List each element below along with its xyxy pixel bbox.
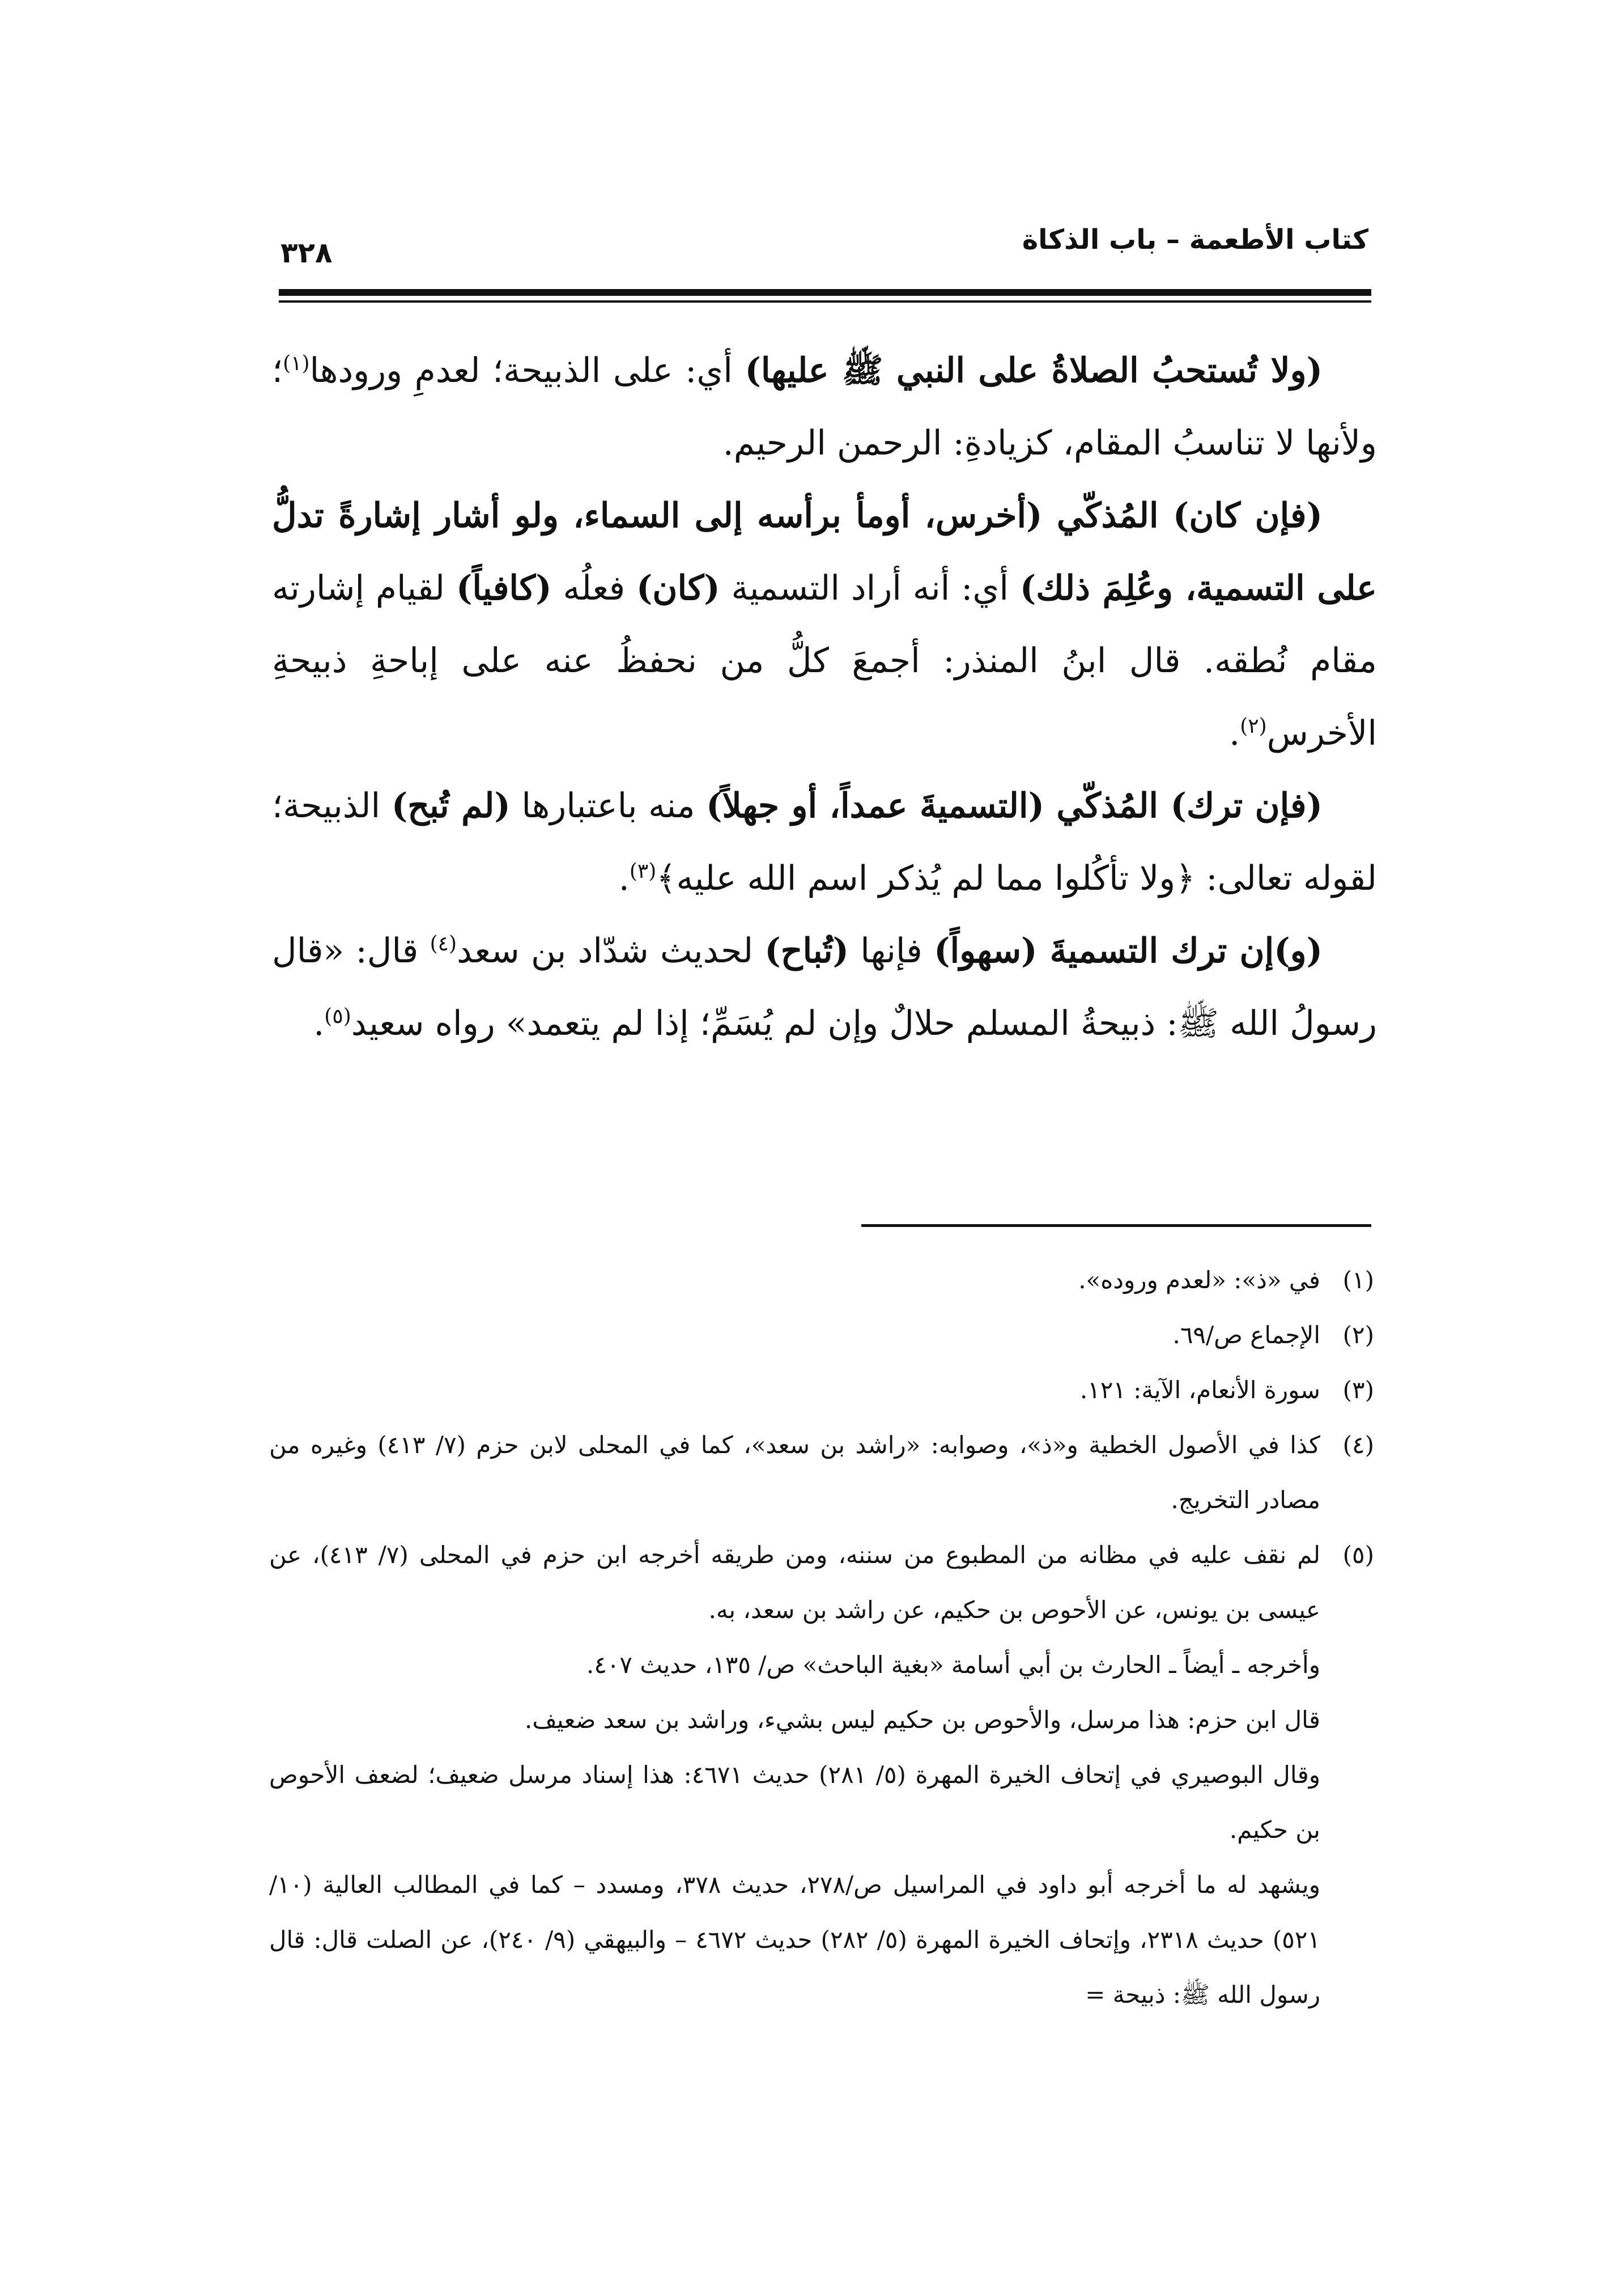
paragraph-sahw (272, 915, 1377, 1060)
footnote-text: الإجماع ص/٦٩. (1172, 1321, 1320, 1349)
matn-text: (و)إن ترك التسميةَ (1037, 931, 1323, 971)
footnote-1 (269, 1252, 1374, 1307)
footnote-ref-3: (٣) (629, 860, 657, 883)
sharh-text: الذبيحة؛ لقوله تعالى: ﴿ولا تأكُلوا مما لم يُذكر اسم الله عليه﴾ (272, 786, 1377, 898)
footnote-text: كذا في الأصول الخطية و«ذ»، وصوابه: «راشد بن سعد»، كما في المحلى لابن حزم (٧/ ٤١٣) وغيره من مصادر التخريج. (269, 1431, 1320, 1514)
sharh-text: . (1229, 714, 1240, 753)
matn-text: (فإن ترك) المُذكّي (1044, 786, 1323, 826)
sharh-text: . (313, 1004, 325, 1043)
footnote-text: لم نقف عليه في مظانه من المطبوع من سننه، ومن طريقه أخرجه ابن حزم في المحلى (٧/ ٤١٣)، عن عيسى بن يونس، عن الأحوص بن حكيم، عن راشد بن سعد، به. (269, 1541, 1320, 1624)
header-rule-thin (279, 300, 1371, 303)
matn-text: (كافياً) (456, 568, 552, 608)
footnote-text: وقال البوصيري في إتحاف الخيرة المهرة (٥/ ٢٨١) حديث ٤٦٧١: هذا إسناد مرسل ضعيف؛ لضعف الأحوص بن حكيم. (269, 1761, 1320, 1844)
matn-text: (كان) (636, 568, 720, 608)
footnote-text: ويشهد له ما أخرجه أبو داود في المراسيل ص/٢٧٨، حديث ٣٧٨، ومسدد – كما في المطالب العالية (١٠/ ٥٢١) حديث ٢٣١٨، وإتحاف الخيرة المهرة (٥/ ٢٨٢) حديث ٤٦٧٢ – والبيهقي (٩/ ٢٤٠)، عن الصلت قال: قال رسول الله ﷺ: ذبيحة = (269, 1871, 1320, 2009)
running-title: كتاب الأطعمة – باب الذكاة (1022, 224, 1368, 256)
sharh-text: لحديث شدّاد بن سعد (457, 931, 765, 971)
matn-text: (أخرس، أومأ برأسه إلى السماء، ولو أشار إشارةً تدلُّ على التسمية، وعُلِمَ ذلك) (272, 496, 1377, 608)
sharh-text: لقيام إشارته مقام نُطقه. قال ابنُ المنذر: أجمعَ كلُّ من نحفظُ عنه على إباحةِ ذبيحةِ الأخرس (272, 568, 1377, 753)
header-rule-thick (279, 289, 1371, 296)
sharh-text: أي: على الذبيحة؛ لعدمِ ورودها (309, 351, 745, 390)
matn-text: (ولا تُستحبُ الصلاةُ على النبي ﷺ عليها) (745, 351, 1323, 390)
footnote-ref-4: (٤) (430, 932, 457, 956)
footnote-number: (١) (1342, 1266, 1374, 1294)
footnote-ref-2: (٢) (1240, 715, 1267, 738)
footnote-text: في «ذ»: «لعدم وروده». (1078, 1266, 1320, 1294)
footnote-number: (٤) (1342, 1431, 1374, 1459)
sharh-text: أي: أنه أراد التسمية (720, 568, 1020, 608)
sharh-text: فإنها (849, 931, 934, 971)
matn-text: (التسميةَ عمداً، أو جهلاً) (706, 786, 1044, 826)
footnote-text: وأخرجه ـ أيضاً ـ الحارث بن أبي أسامة «بغية الباحث» ص/ ١٣٥، حديث ٤٠٧. (586, 1651, 1320, 1679)
sharh-text: فعلُه (551, 568, 636, 608)
footnote-5 (269, 1527, 1374, 2022)
footnote-text: قال ابن حزم: هذا مرسل، والأحوص بن حكيم ليس بشيء، وراشد بن سعد ضعيف. (525, 1706, 1320, 1734)
footnote-number: (٢) (1342, 1321, 1374, 1349)
footnote-number: (٥) (1342, 1541, 1374, 1569)
sharh-text: . (618, 859, 630, 898)
matn-text: (فإن كان) المُذكّي (1042, 496, 1323, 536)
paragraph-akhras (272, 479, 1377, 770)
footnote-4 (269, 1417, 1374, 1527)
matn-text: (سهواً) (934, 931, 1038, 971)
matn-text: (لم تُبح) (391, 786, 511, 826)
footnote-2 (269, 1307, 1374, 1362)
matn-text: (تُباح) (764, 931, 849, 971)
sharh-text: قال: «قال رسولُ الله ﷺ: ذبيحةُ المسلم حلالٌ وإن لم يُسَمِّ؛ إذا لم يتعمد» رواه سعيد (272, 931, 1377, 1043)
sharh-text: ؛ ولأنها لا تناسبُ المقام، كزيادةِ: الرحمن الرحيم. (272, 351, 1377, 463)
page-header (280, 224, 1368, 269)
paragraph-salat (272, 334, 1377, 479)
page-number: ٣٢٨ (280, 236, 333, 269)
footnote-number: (٣) (1342, 1376, 1374, 1404)
footnote-3 (269, 1362, 1374, 1417)
footnote-separator (861, 1224, 1371, 1227)
footnote-ref-5: (٥) (324, 1005, 351, 1028)
main-text (272, 334, 1377, 1060)
footnote-ref-1: (١) (283, 352, 310, 375)
paragraph-tark-amd (272, 770, 1377, 915)
footnotes (269, 1252, 1374, 2022)
footnote-text: سورة الأنعام، الآية: ١٢١. (1079, 1376, 1320, 1404)
sharh-text: منه باعتبارها (510, 786, 707, 826)
